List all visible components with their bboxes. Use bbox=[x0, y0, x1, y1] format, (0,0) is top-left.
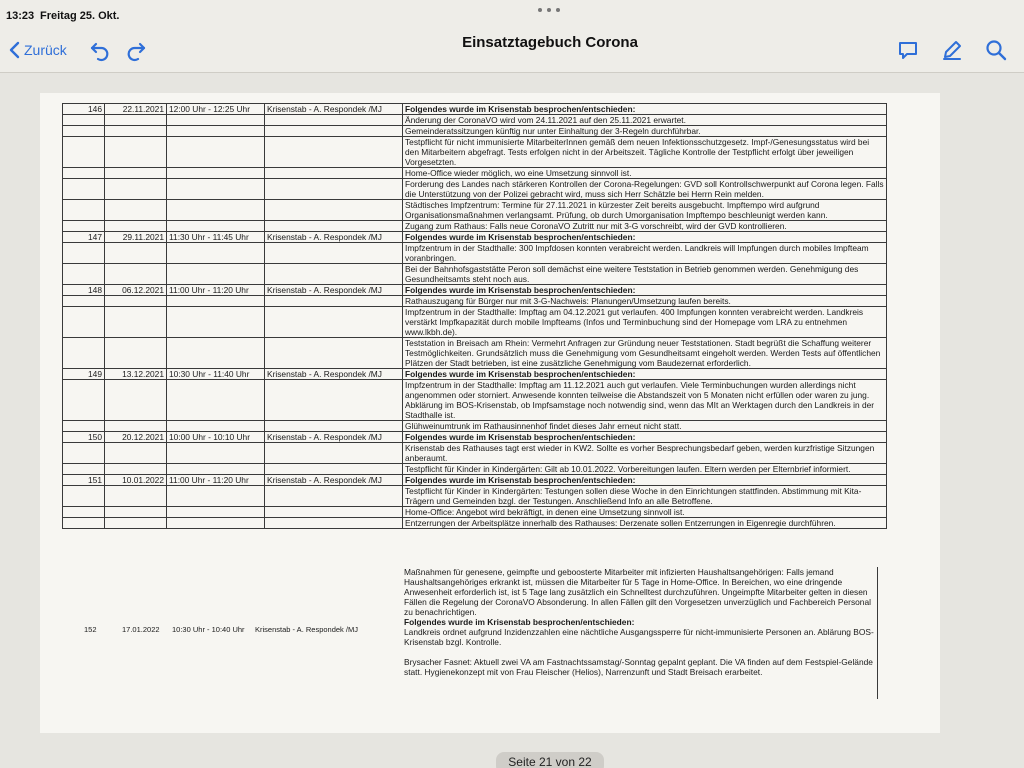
nav-bar bbox=[0, 26, 1024, 73]
cell-who bbox=[265, 126, 403, 137]
cell-date bbox=[105, 486, 167, 507]
cell-nr bbox=[63, 137, 105, 168]
table-row bbox=[63, 168, 887, 179]
cell-nr bbox=[63, 518, 105, 529]
search-icon[interactable] bbox=[984, 38, 1008, 62]
cell-date: 29.11.2021 bbox=[105, 232, 167, 243]
entry-time: 10:30 Uhr - 10:40 Uhr bbox=[172, 625, 245, 634]
cell-nr bbox=[63, 296, 105, 307]
cell-who bbox=[265, 338, 403, 369]
cell-date bbox=[105, 307, 167, 338]
multitasking-dots[interactable] bbox=[538, 8, 560, 14]
cell-nr bbox=[63, 486, 105, 507]
table-row bbox=[63, 179, 887, 200]
cell-nr bbox=[63, 264, 105, 285]
cell-who bbox=[265, 507, 403, 518]
cell-text: Folgendes wurde im Krisenstab besprochen/entschieden: bbox=[403, 369, 887, 380]
cell-who bbox=[265, 168, 403, 179]
cell-date bbox=[105, 264, 167, 285]
cell-text: Testpflicht für Kinder in Kindergärten: Testungen sollen diese Woche in den Einrichtungen stattfinden. Abstimmung mit Kita-Trägern und Gemeinden bzgl. der Testungen. Anschließend Info an alle Betroffene. bbox=[403, 486, 887, 507]
table-row bbox=[63, 518, 887, 529]
cell-date bbox=[105, 179, 167, 200]
cell-time bbox=[167, 380, 265, 421]
cell-text: Folgendes wurde im Krisenstab besprochen/entschieden: bbox=[403, 432, 887, 443]
cell-text: Home-Office: Angebot wird bekräftigt, in denen eine Umsetzung sinnvoll ist. bbox=[403, 507, 887, 518]
cell-date: 22.11.2021 bbox=[105, 104, 167, 115]
cell-text: Forderung des Landes nach stärkeren Kontrollen der Corona-Regelungen: GVD soll Kontrollschwerpunkt auf Corona legen. Falls die Unterstützung von der Polizei gebracht wird, muss sich Herr Schätzle bei Herrn Rein melden. bbox=[403, 179, 887, 200]
cell-date bbox=[105, 137, 167, 168]
cell-nr bbox=[63, 168, 105, 179]
cell-who: Krisenstab - A. Respondek /MJ bbox=[265, 475, 403, 486]
table-row bbox=[63, 432, 887, 443]
cell-nr: 150 bbox=[63, 432, 105, 443]
cell-who bbox=[265, 264, 403, 285]
table-row bbox=[63, 137, 887, 168]
cell-nr: 148 bbox=[63, 285, 105, 296]
table-row bbox=[63, 115, 887, 126]
cell-text: Rathauszugang für Bürger nur mit 3-G-Nachweis: Planungen/Umsetzung laufen bereits. bbox=[403, 296, 887, 307]
cell-time bbox=[167, 243, 265, 264]
cell-date bbox=[105, 518, 167, 529]
table-row bbox=[63, 443, 887, 464]
cell-time: 10:00 Uhr - 10:10 Uhr bbox=[167, 432, 265, 443]
cell-time bbox=[167, 507, 265, 518]
cell-date bbox=[105, 243, 167, 264]
cell-time bbox=[167, 518, 265, 529]
cell-text: Folgendes wurde im Krisenstab besprochen/entschieden: bbox=[403, 104, 887, 115]
cell-who: Krisenstab - A. Respondek /MJ bbox=[265, 232, 403, 243]
cell-nr bbox=[63, 338, 105, 369]
cell-who bbox=[265, 421, 403, 432]
entry-152-text bbox=[388, 567, 878, 699]
cell-nr bbox=[63, 200, 105, 221]
cell-nr bbox=[63, 380, 105, 421]
undo-icon[interactable] bbox=[88, 38, 112, 62]
cell-time: 10:30 Uhr - 11:40 Uhr bbox=[167, 369, 265, 380]
cell-date: 10.01.2022 bbox=[105, 475, 167, 486]
cell-time bbox=[167, 137, 265, 168]
cell-date bbox=[105, 296, 167, 307]
table-row bbox=[63, 464, 887, 475]
cell-text: Änderung der CoronaVO wird vom 24.11.2021 auf den 25.11.2021 erwartet. bbox=[403, 115, 887, 126]
cell-text: Home-Office wieder möglich, wo eine Umsetzung sinnvoll ist. bbox=[403, 168, 887, 179]
cell-text: Folgendes wurde im Krisenstab besprochen/entschieden: bbox=[403, 475, 887, 486]
cell-date: 06.12.2021 bbox=[105, 285, 167, 296]
cell-nr bbox=[63, 115, 105, 126]
status-date: Freitag 25. Okt. bbox=[40, 10, 120, 22]
table-row bbox=[63, 221, 887, 232]
cell-nr bbox=[63, 507, 105, 518]
table-row bbox=[63, 507, 887, 518]
cell-date bbox=[105, 221, 167, 232]
table-row bbox=[63, 232, 887, 243]
cell-nr bbox=[63, 421, 105, 432]
back-button[interactable] bbox=[8, 38, 67, 62]
document-viewer[interactable] bbox=[0, 73, 1024, 768]
cell-who bbox=[265, 380, 403, 421]
cell-who bbox=[265, 296, 403, 307]
cell-date bbox=[105, 421, 167, 432]
cell-time bbox=[167, 421, 265, 432]
document-page[interactable] bbox=[40, 93, 940, 733]
cell-who bbox=[265, 486, 403, 507]
cell-who bbox=[265, 443, 403, 464]
cell-date bbox=[105, 507, 167, 518]
cell-time bbox=[167, 179, 265, 200]
table-row bbox=[63, 104, 887, 115]
status-time: 13:23 bbox=[6, 10, 35, 22]
cell-time bbox=[167, 200, 265, 221]
table-row bbox=[63, 338, 887, 369]
cell-text: Entzerrungen der Arbeitsplätze innerhalb des Rathauses: Derzenate sollen Entzerrungen in Eigenregie durchführen. bbox=[403, 518, 887, 529]
cell-who bbox=[265, 179, 403, 200]
cell-nr bbox=[63, 307, 105, 338]
cell-date bbox=[105, 380, 167, 421]
cell-text: Folgendes wurde im Krisenstab besprochen/entschieden: bbox=[403, 285, 887, 296]
cell-time bbox=[167, 168, 265, 179]
page-title: Einsatztagebuch Corona bbox=[462, 34, 638, 51]
cell-who bbox=[265, 518, 403, 529]
cell-date bbox=[105, 464, 167, 475]
cell-text: Impfzentrum in der Stadthalle: 300 Impfdosen konnten verabreicht werden. Landkreis will Impfungen durch mobiles Impfteam voranbringen. bbox=[403, 243, 887, 264]
entry-text-1: Landkreis ordnet aufgrund Inzidenzzahlen eine nächtliche Ausgangssperre für nicht-immunisierte Personen an. Ablärung BOS-Krisenstab bzgl. Kontrolle. bbox=[404, 627, 874, 647]
table-row bbox=[63, 307, 887, 338]
cell-nr: 149 bbox=[63, 369, 105, 380]
cell-time bbox=[167, 221, 265, 232]
cell-who bbox=[265, 221, 403, 232]
cell-time: 11:30 Uhr - 11:45 Uhr bbox=[167, 232, 265, 243]
cell-who: Krisenstab - A. Respondek /MJ bbox=[265, 432, 403, 443]
table-row bbox=[63, 126, 887, 137]
cell-time bbox=[167, 307, 265, 338]
cell-text: Impfzentrum in der Stadthalle: Impftag am 11.12.2021 auch gut verlaufen. Viele Terminbuchungen wurden allerdings nicht angenommen oder storniert. Anwesende konnten teilweise die Abstandszeit von 5 Monaten nicht erfüllen oder waren zu jung. Abklärung im BOS-Krisenstab, ob Impfsamstage noch notwendig sind, wenn das MIt an Werktagen durch den Landkreis in der Stadthalle ist. bbox=[403, 380, 887, 421]
cell-date bbox=[105, 200, 167, 221]
entry-pre-text: Maßnahmen für genesene, geimpfte und geboosterte Mitarbeiter mit infizierten Haushaltsangehörigen: Falls jemand Haushaltsangehöriges erkrankt ist, müssen die Mitarbeiter für 5 Tage in Home-Office. In Bereichen, wo eine dringende Anwesenheit erforderlich ist, ist 5 Tage lang zusätzlich ein Schnelltest durchzuführen. Ungeimpfte Mitarbeiter gelten in diesen Fällen die Regelung der CoronaVO Absonderung. In allen Fällen gilt den Vorgesetzen unverzüglich und Fachbereich Personal zu benachrichtigen. bbox=[404, 567, 871, 617]
pen-icon[interactable] bbox=[940, 38, 964, 62]
entry-heading: Folgendes wurde im Krisenstab besprochen/entschieden: bbox=[404, 617, 635, 627]
cell-who: Krisenstab - A. Respondek /MJ bbox=[265, 104, 403, 115]
entry-152 bbox=[62, 567, 886, 702]
table-row bbox=[63, 369, 887, 380]
cell-time: 11:00 Uhr - 11:20 Uhr bbox=[167, 285, 265, 296]
cell-time bbox=[167, 115, 265, 126]
cell-who bbox=[265, 200, 403, 221]
cell-text: Testpflicht für nicht immunisierte MitarbeiterInnen gemäß dem neuen Infektionsschutzgesetz. Impf-/Genesungsstatus wird bei den Mitarbeitern abgefragt. Tests erfolgen nicht in der Arbeitszeit. Tägliche Kontrolle der Testpflicht erfolgt über jeweiligen Vorgesetzten. bbox=[403, 137, 887, 168]
cell-text: Testpflicht für Kinder in Kindergärten: Gilt ab 10.01.2022. Vorbereitungen laufen. Eltern werden per Elternbrief informiert. bbox=[403, 464, 887, 475]
redo-icon[interactable] bbox=[124, 38, 148, 62]
cell-text: Zugang zum Rathaus: Falls neue CoronaVO Zutritt nur mit 3-G vorschreibt, wird der GVD kontrollieren. bbox=[403, 221, 887, 232]
table-row bbox=[63, 380, 887, 421]
cell-text: Städtisches Impfzentrum: Termine für 27.11.2021 in kürzester Zeit bereits ausgebucht. Impftempo wird aufgrund Organisationsmaßnahmen verlangsamt. Prüfung, ob durch Umorganisation Impftempo beschleunigt werden kann. bbox=[403, 200, 887, 221]
cell-who bbox=[265, 115, 403, 126]
status-bar bbox=[0, 0, 1024, 26]
cell-time: 11:00 Uhr - 11:20 Uhr bbox=[167, 475, 265, 486]
cell-time bbox=[167, 443, 265, 464]
cell-nr bbox=[63, 443, 105, 464]
cell-nr: 146 bbox=[63, 104, 105, 115]
cell-time: 12:00 Uhr - 12:25 Uhr bbox=[167, 104, 265, 115]
cell-text: Folgendes wurde im Krisenstab besprochen/entschieden: bbox=[403, 232, 887, 243]
table-row bbox=[63, 421, 887, 432]
cell-who bbox=[265, 243, 403, 264]
cell-text: Bei der Bahnhofsgaststätte Peron soll demächst eine weitere Teststation in Betrieb genommen werden. Genehmigung des Gesundheitsamts steht noch aus. bbox=[403, 264, 887, 285]
cell-time bbox=[167, 296, 265, 307]
entry-date: 17.01.2022 bbox=[122, 625, 160, 634]
cell-date bbox=[105, 338, 167, 369]
cell-text: Gemeinderatssitzungen künftig nur unter Einhaltung der 3-Regeln durchführbar. bbox=[403, 126, 887, 137]
log-table bbox=[62, 103, 887, 529]
cell-date: 13.12.2021 bbox=[105, 369, 167, 380]
entry-nr: 152 bbox=[84, 625, 97, 634]
table-row bbox=[63, 264, 887, 285]
cell-nr: 151 bbox=[63, 475, 105, 486]
cell-nr bbox=[63, 464, 105, 475]
cell-time bbox=[167, 486, 265, 507]
cell-who bbox=[265, 307, 403, 338]
cell-who: Krisenstab - A. Respondek /MJ bbox=[265, 285, 403, 296]
cell-date bbox=[105, 126, 167, 137]
table-row bbox=[63, 285, 887, 296]
cell-text: Krisenstab des Rathauses tagt erst wieder in KW2. Sollte es vorher Besprechungsbedarf geben, werden kurzfristige Sitzungen anberaumt. bbox=[403, 443, 887, 464]
cell-who: Krisenstab - A. Respondek /MJ bbox=[265, 369, 403, 380]
cell-nr bbox=[63, 221, 105, 232]
table-row bbox=[63, 296, 887, 307]
page-indicator: Seite 21 von 22 bbox=[496, 752, 604, 768]
cell-who bbox=[265, 464, 403, 475]
cell-text: Impfzentrum in der Stadthalle: Impftag am 04.12.2021 gut verlaufen. 400 Impfungen konnten verabreicht werden. Landkreis verstärkt Impfkapazität durch mobile Impfteams (Infos und Terminbuchung sind der Homepage vom LRA zu entnehmen www.lkbh.de). bbox=[403, 307, 887, 338]
cell-who bbox=[265, 137, 403, 168]
table-row bbox=[63, 200, 887, 221]
table-row bbox=[63, 243, 887, 264]
cell-text: Glühweinumtrunk im Rathausinnenhof findet dieses Jahr erneut nicht statt. bbox=[403, 421, 887, 432]
chevron-left-icon bbox=[8, 41, 20, 59]
cell-time bbox=[167, 464, 265, 475]
table-row bbox=[63, 486, 887, 507]
comment-icon[interactable] bbox=[896, 38, 920, 62]
cell-time bbox=[167, 338, 265, 369]
cell-nr bbox=[63, 126, 105, 137]
cell-time bbox=[167, 264, 265, 285]
cell-text: Teststation in Breisach am Rhein: Vermehrt Anfragen zur Gründung neuer Teststationen. Stadt begrüßt die Schaffung weiterer Testmöglichkeiten. Grundsätzlich muss die Genehmigung vom Gesundheitsamt eingeholt werden. Werden Tests auf öffentlichen Plätzen der Stadt betrieben, ist eine zusätzliche Genehmigung vom Baudezernat erforderlich. bbox=[403, 338, 887, 369]
cell-nr bbox=[63, 243, 105, 264]
cell-time bbox=[167, 126, 265, 137]
cell-nr bbox=[63, 179, 105, 200]
entry-who: Krisenstab - A. Respondek /MJ bbox=[255, 625, 358, 634]
cell-nr: 147 bbox=[63, 232, 105, 243]
cell-date bbox=[105, 168, 167, 179]
table-row bbox=[63, 475, 887, 486]
cell-date bbox=[105, 443, 167, 464]
back-label: Zurück bbox=[24, 42, 67, 58]
entry-text-2: Brysacher Fasnet: Aktuell zwei VA am Fastnachtssamstag/-Sonntag gepalnt geplant. Die VA finden auf dem Festspiel-Gelände statt. Hygienekonzept mit von Frau Fleischer (Helios), Narrenzunft und Stadt Breisach erarbeitet. bbox=[404, 657, 873, 677]
cell-date: 20.12.2021 bbox=[105, 432, 167, 443]
cell-date bbox=[105, 115, 167, 126]
